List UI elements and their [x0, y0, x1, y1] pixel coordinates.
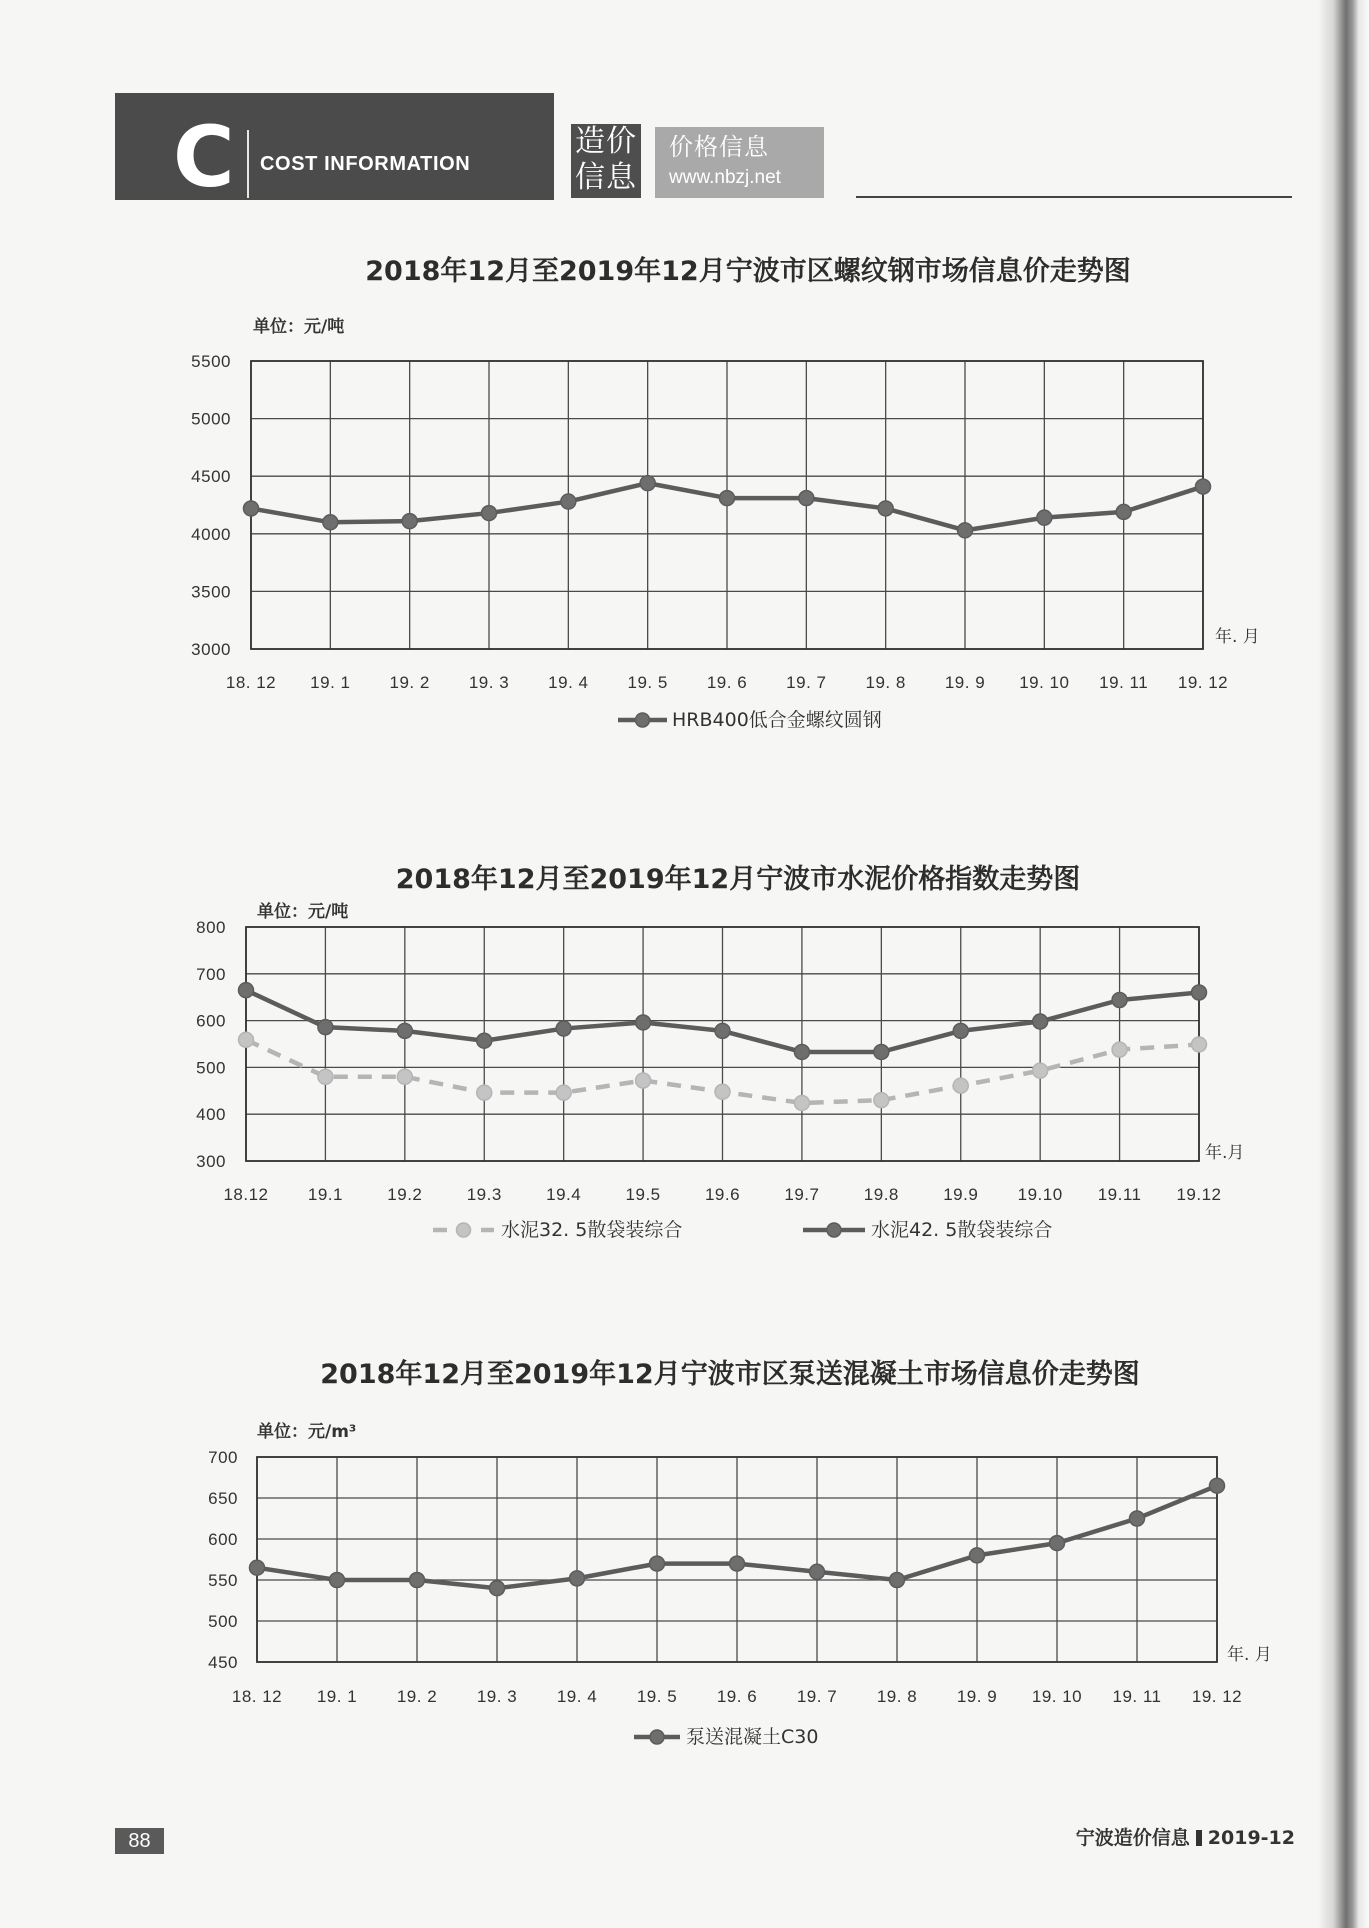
legend-label: HRB400低合金螺纹圆钢 — [672, 709, 882, 731]
y-axis-unit-label: 单位：元/吨 — [257, 902, 349, 922]
x-tick-label: 19. 6 — [706, 673, 748, 692]
data-point — [890, 1573, 905, 1588]
cement-price-index-chart — [0, 850, 1369, 1250]
y-tick-label: 5000 — [191, 409, 231, 429]
data-point — [477, 1085, 492, 1100]
x-tick-label: 19.9 — [943, 1185, 979, 1204]
data-point — [715, 1023, 730, 1038]
issue-date: 2019-12 — [1207, 1827, 1295, 1849]
x-tick-label: 19. 5 — [636, 1687, 678, 1706]
y-axis-unit-label: 单位：元/吨 — [253, 317, 345, 337]
data-point — [1037, 510, 1052, 525]
x-axis-unit-label: 年. 月 — [1227, 1645, 1272, 1665]
data-point — [730, 1556, 745, 1571]
data-point — [239, 1032, 254, 1047]
rebar-price-chart — [0, 240, 1369, 740]
y-tick-label: 3000 — [191, 640, 231, 659]
y-axis-unit-label: 单位：元/m³ — [257, 1422, 357, 1442]
x-tick-label: 19.3 — [466, 1185, 502, 1204]
legend-swatch-marker — [636, 713, 650, 727]
data-point — [1112, 1042, 1127, 1057]
x-tick-label: 19. 1 — [316, 1687, 358, 1706]
data-point — [970, 1548, 985, 1563]
data-point — [1116, 504, 1131, 519]
x-tick-label: 19. 6 — [716, 1687, 758, 1706]
data-point — [1033, 1014, 1048, 1029]
chart-title: 2018年12月至2019年12月宁波市水泥价格指数走势图 — [395, 864, 1081, 895]
x-tick-label: 19.4 — [546, 1185, 582, 1204]
x-tick-label: 19. 11 — [1099, 673, 1149, 692]
y-tick-label: 550 — [208, 1571, 238, 1590]
x-tick-label: 18.12 — [223, 1185, 269, 1204]
x-tick-label: 19.12 — [1176, 1185, 1222, 1204]
data-point — [318, 1020, 333, 1035]
data-point — [1210, 1478, 1225, 1493]
data-point — [810, 1564, 825, 1579]
data-point — [397, 1069, 412, 1084]
column-tag — [571, 124, 641, 198]
legend-swatch-marker — [650, 1730, 664, 1744]
section-divider — [247, 130, 249, 198]
data-point — [874, 1044, 889, 1059]
x-tick-label: 19. 8 — [865, 673, 906, 692]
x-tick-label: 19. 3 — [476, 1687, 518, 1706]
chart-title: 2018年12月至2019年12月宁波市区泵送混凝土市场信息价走势图 — [320, 1359, 1140, 1390]
data-point — [1033, 1063, 1048, 1078]
data-point — [410, 1573, 425, 1588]
section-letter: C — [173, 108, 235, 206]
y-tick-label: 650 — [208, 1489, 238, 1508]
data-point — [490, 1581, 505, 1596]
footer-separator — [1196, 1830, 1202, 1846]
data-point — [239, 983, 254, 998]
data-point — [715, 1084, 730, 1099]
y-tick-label: 700 — [208, 1448, 238, 1467]
site-url: www.nbzj.net — [669, 167, 781, 188]
site-badge — [655, 127, 824, 198]
x-tick-label: 19. 8 — [876, 1687, 918, 1706]
y-tick-label: 4000 — [191, 524, 231, 544]
x-tick-label: 19.2 — [387, 1185, 423, 1204]
data-point — [640, 476, 655, 491]
data-point — [878, 501, 893, 516]
data-point — [794, 1044, 809, 1059]
y-tick-label: 5500 — [191, 352, 231, 371]
site-name: 价格信息 — [669, 133, 769, 161]
publication-name: 宁波造价信息 — [1075, 1827, 1190, 1849]
data-point — [556, 1085, 571, 1100]
x-tick-label: 19. 2 — [396, 1687, 438, 1706]
x-tick-label: 19. 7 — [796, 1687, 838, 1706]
x-tick-label: 19.7 — [784, 1185, 820, 1204]
data-point — [323, 515, 338, 530]
data-point — [482, 506, 497, 521]
x-tick-label: 19.6 — [704, 1185, 741, 1204]
data-point — [244, 501, 259, 516]
data-point — [397, 1023, 412, 1038]
data-point — [250, 1560, 265, 1575]
data-point — [874, 1093, 889, 1108]
x-axis-unit-label: 年. 月 — [1215, 627, 1260, 647]
x-tick-label: 19.1 — [307, 1185, 343, 1204]
y-tick-label: 800 — [196, 918, 226, 937]
y-tick-label: 4500 — [191, 467, 231, 487]
legend-label: 泵送混凝土C30 — [686, 1726, 819, 1748]
data-point — [318, 1069, 333, 1084]
section-banner — [115, 93, 554, 206]
footer-issue-info — [1076, 1826, 1295, 1850]
data-point — [561, 494, 576, 509]
data-point — [330, 1573, 345, 1588]
data-point — [477, 1033, 492, 1048]
x-tick-label: 19. 10 — [1031, 1687, 1083, 1706]
x-tick-label: 19.8 — [863, 1185, 899, 1204]
column-tag-line-1: 造价 — [575, 124, 637, 159]
x-tick-label: 18. 12 — [231, 1687, 283, 1706]
x-tick-label: 19. 11 — [1112, 1687, 1162, 1706]
y-tick-label: 600 — [196, 1011, 226, 1031]
data-point — [958, 523, 973, 538]
page-number: 88 — [115, 1828, 164, 1854]
x-tick-label: 19. 7 — [786, 673, 827, 692]
x-tick-label: 19. 12 — [1177, 673, 1229, 692]
y-tick-label: 400 — [196, 1105, 226, 1125]
x-tick-label: 19. 9 — [956, 1687, 998, 1706]
data-point — [953, 1023, 968, 1038]
y-tick-label: 600 — [208, 1530, 238, 1549]
legend-label: 水泥32. 5散袋装综合 — [501, 1219, 683, 1241]
data-point — [570, 1571, 585, 1586]
data-point — [720, 491, 735, 506]
x-tick-label: 18. 12 — [225, 673, 277, 692]
y-tick-label: 700 — [196, 964, 226, 984]
data-point — [1130, 1511, 1145, 1526]
y-tick-label: 500 — [208, 1612, 238, 1631]
x-tick-label: 19. 10 — [1019, 673, 1070, 692]
chart-title: 2018年12月至2019年12月宁波市区螺纹钢市场信息价走势图 — [365, 256, 1131, 287]
y-tick-label: 450 — [208, 1653, 238, 1672]
x-tick-label: 19. 3 — [468, 673, 510, 692]
x-tick-label: 19. 1 — [310, 673, 351, 692]
data-point — [636, 1073, 651, 1088]
data-point — [1192, 985, 1207, 1000]
y-tick-label: 3500 — [191, 582, 231, 602]
x-tick-label: 19. 4 — [556, 1687, 598, 1706]
legend-swatch-marker — [457, 1223, 471, 1237]
data-point — [650, 1556, 665, 1571]
y-tick-label: 300 — [196, 1152, 226, 1171]
section-title: COST INFORMATION — [260, 153, 471, 175]
data-point — [556, 1021, 571, 1036]
data-point — [636, 1015, 651, 1030]
x-tick-label: 19.10 — [1017, 1185, 1063, 1204]
data-point — [402, 514, 417, 529]
y-tick-label: 500 — [196, 1058, 226, 1078]
x-tick-label: 19. 12 — [1191, 1687, 1243, 1706]
legend-swatch-marker — [827, 1223, 841, 1237]
x-tick-label: 19. 5 — [627, 673, 668, 692]
x-tick-label: 19.11 — [1097, 1185, 1142, 1204]
x-tick-label: 19. 9 — [944, 673, 986, 692]
legend-label: 水泥42. 5散袋装综合 — [871, 1219, 1053, 1241]
data-point — [799, 491, 814, 506]
x-axis-unit-label: 年.月 — [1205, 1143, 1245, 1163]
pumped-concrete-price-chart — [0, 1345, 1369, 1760]
data-point — [1192, 1037, 1207, 1052]
x-tick-label: 19.5 — [625, 1185, 661, 1204]
x-tick-label: 19. 4 — [548, 673, 589, 692]
data-point — [1050, 1536, 1065, 1551]
column-tag-line-2: 信息 — [575, 160, 637, 195]
data-point — [1112, 993, 1127, 1008]
header-rule — [856, 196, 1292, 198]
data-point — [953, 1078, 968, 1093]
x-tick-label: 19. 2 — [389, 673, 430, 692]
data-point — [794, 1095, 809, 1110]
data-point — [1196, 479, 1211, 494]
